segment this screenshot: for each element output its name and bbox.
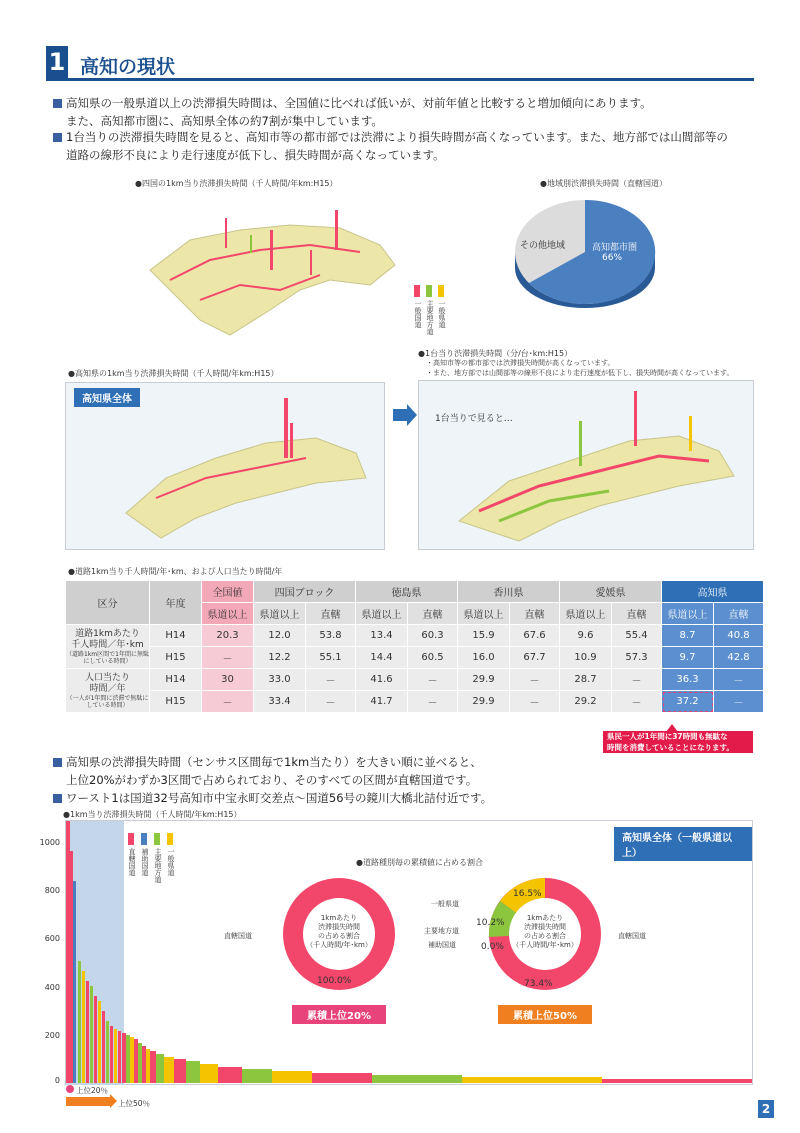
top50-label: 上位50％ [118, 1099, 151, 1108]
table-subhead: 直轄 [510, 603, 560, 625]
table-cell: － [714, 669, 764, 691]
legend-label: 主要地方道 [154, 848, 162, 883]
intro-line-1: 高知県の一般県道以上の渋滞損失時間は、全国値に比べれば低いが、対前年値と比較すると増加傾向にあります。 [66, 96, 652, 110]
donut1-value: 100.0% [317, 976, 352, 986]
table-cell: 29.2 [560, 691, 612, 713]
intro-line-3: 1台当りの渋滞損失時間を見ると、高知市等の都市部では渋滞により損失時間が高くなっています。また、地方部では山間部等の [66, 130, 728, 144]
table-subhead: 県道以上 [458, 603, 510, 625]
table-cell: 13.4 [356, 625, 408, 647]
table-cell: 14.4 [356, 647, 408, 669]
bullet-square [53, 794, 62, 803]
table-head-kubun: 区分 [66, 581, 150, 625]
page-title: 高知の現状 [80, 56, 176, 78]
table-cell: 40.8 [714, 625, 764, 647]
table-subhead: 県道以上 [560, 603, 612, 625]
region-pie-chart [505, 190, 665, 320]
top20-marker [66, 1085, 74, 1093]
kochi-map-tag: 高知県全体 [74, 388, 140, 407]
legend-label: 直轄国道 [128, 848, 136, 876]
table-row-label-1: 道路1kmあたり 千人時間／年･km （道路1km区間で1年間に無駄にしている時間） [66, 625, 150, 669]
legend-label: 一般県道 [167, 848, 175, 876]
table-cell: 9.7 [662, 647, 714, 669]
shikoku-map-caption: ●四国の1km当り渋滞損失時間（千人時間/年km:H15） [135, 179, 338, 188]
table-group-ehime: 愛媛県 [560, 581, 662, 603]
legend-swatch-main-local [426, 285, 432, 297]
title-underline [46, 78, 754, 81]
arrow-text: 1台当りで見ると… [435, 414, 513, 424]
bottom-chart-frame [65, 820, 753, 1085]
table-year: H15 [150, 647, 202, 669]
table-year: H15 [150, 691, 202, 713]
table-cell: － [714, 691, 764, 713]
top50-arrow [110, 1094, 117, 1108]
callout-box: 県民一人が1年間に37時間も無駄な 時間を消費していることになります。 [603, 731, 753, 753]
bullet-square [53, 133, 62, 142]
arrow-right-icon [393, 404, 417, 426]
table-subhead: 県道以上 [254, 603, 306, 625]
table-cell: 33.0 [254, 669, 306, 691]
table-subhead: 直轄 [612, 603, 662, 625]
region-pie-caption: ●地域別渋滞損失時間（直轄国道） [540, 179, 667, 188]
y-tick: 400 [44, 983, 60, 992]
table-head-nendo: 年度 [150, 581, 202, 625]
donut2-value-chokkatsu: 73.4% [524, 979, 553, 989]
table-cell: 10.9 [560, 647, 612, 669]
legend-swatch [141, 833, 147, 845]
table-year: H14 [150, 625, 202, 647]
legend-label-national: 一般国道 [414, 300, 422, 328]
table-cell: 55.1 [306, 647, 356, 669]
donut2-label-hojo: 補助国道 [428, 941, 456, 949]
table-cell: － [306, 691, 356, 713]
table-group-kochi: 高知県 [662, 581, 764, 603]
table-cell: － [306, 669, 356, 691]
donut2-center-text: 1kmあたり 渋滞損失時間 の占める割合 （千人時間/年･km） [512, 914, 578, 949]
table-cell: 16.0 [458, 647, 510, 669]
table-cell: － [612, 669, 662, 691]
table-group-tokushima: 徳島県 [356, 581, 458, 603]
bottom-legend [128, 833, 188, 903]
table-cell: － [202, 691, 254, 713]
kochi-map-panel [65, 382, 385, 550]
table-year: H14 [150, 669, 202, 691]
table-cell: 33.4 [254, 691, 306, 713]
table-cell: 60.3 [408, 625, 458, 647]
legend-swatch-prefectural [438, 285, 444, 297]
legend-swatch [128, 833, 134, 845]
table-cell-highlight: 37.2 [662, 691, 714, 713]
table-subhead: 直轄 [408, 603, 458, 625]
mid-line-2: 上位20%がわずか3区間で占められており、そのすべての区間が直轄国道です。 [66, 773, 478, 787]
table-cell: － [202, 647, 254, 669]
table-cell: 15.9 [458, 625, 510, 647]
top50-bar [66, 1097, 112, 1106]
donut1-pill: 累積上位20% [292, 1005, 386, 1024]
table-cell: 30 [202, 669, 254, 691]
table-cell: 67.7 [510, 647, 560, 669]
donut2-value-shuyo: 10.2% [476, 918, 505, 928]
legend-swatch [154, 833, 160, 845]
table-cell: 8.7 [662, 625, 714, 647]
per-car-note-1: ・高知市等の都市部では渋滞損失時間が高くなっています。 [426, 359, 615, 367]
table-cell: 42.8 [714, 647, 764, 669]
y-tick: 800 [44, 886, 60, 895]
page-number: 2 [758, 1100, 774, 1118]
intro-line-2: また、高知都市圏に、高知県全体の約7割が集中しています。 [66, 114, 383, 128]
legend-label-main-local: 主要地方道 [426, 300, 434, 335]
y-tick: 1000 [39, 838, 60, 847]
table-cell: 28.7 [560, 669, 612, 691]
intro-line-4: 道路の線形不良により走行速度が低下し、損失時間が高くなっています。 [66, 148, 445, 162]
table-subhead: 直轄 [306, 603, 356, 625]
pie-value-kochi: 66% [602, 253, 623, 263]
section-number: 1 [48, 48, 66, 76]
donut-caption: ●道路種別毎の累積値に占める割合 [356, 858, 483, 867]
top20-label: 上位20％ [76, 1086, 109, 1095]
donut2-label-chokkatsu: 直轄国道 [618, 932, 646, 940]
road-type-legend [412, 285, 452, 345]
bullet-square [53, 99, 62, 108]
table-cell: 41.6 [356, 669, 408, 691]
legend-label-prefectural: 一般県道 [438, 300, 446, 328]
donut2-pill: 累積上位50% [498, 1005, 592, 1024]
pie-label-other: その他地域 [520, 241, 566, 251]
table-cell: 12.2 [254, 647, 306, 669]
table-subhead: 県道以上 [356, 603, 408, 625]
table-cell: 55.4 [612, 625, 662, 647]
table-cell: － [408, 691, 458, 713]
bottom-chart-tag: 高知県全体（一般県道以上） [614, 827, 752, 861]
table-cell: － [408, 669, 458, 691]
table-cell: 53.8 [306, 625, 356, 647]
table-cell: － [510, 691, 560, 713]
table-cell: 20.3 [202, 625, 254, 647]
table-cell: 67.6 [510, 625, 560, 647]
data-table [65, 580, 764, 713]
table-cell: 41.7 [356, 691, 408, 713]
table-cell: 57.3 [612, 647, 662, 669]
per-car-note-2: ・また、地方部では山間部等の線形不良により走行速度が低下し、損失時間が高くなっています。 [426, 369, 734, 377]
y-tick: 0 [54, 1076, 60, 1085]
legend-swatch [167, 833, 173, 845]
y-tick: 200 [44, 1031, 60, 1040]
table-caption: ●道路1km当り千人時間/年･km、および人口当たり時間/年 [68, 567, 283, 576]
table-cell: － [612, 691, 662, 713]
y-tick: 600 [44, 934, 60, 943]
kochi-map-caption: ●高知県の1km当り渋滞損失時間（千人時間/年km:H15） [68, 369, 279, 378]
table-group-kagawa: 香川県 [458, 581, 560, 603]
table-subhead: 県道以上 [202, 603, 254, 625]
per-car-map-caption: ●1台当り渋滞損失時間（分/台･km:H15） [418, 349, 573, 358]
mid-line-1: 高知県の渋滞損失時間（センサス区間毎で1km当たり）を大きい順に並べると、 [66, 755, 482, 769]
table-cell: 12.0 [254, 625, 306, 647]
table-subhead: 県道以上 [662, 603, 714, 625]
table-cell: 29.9 [458, 669, 510, 691]
table-row-label-2: 人口当たり 時間／年 （一人が1年間に渋滞で無駄にしている時間） [66, 669, 150, 713]
legend-label: 補助国道 [141, 848, 149, 876]
table-group-shikoku: 四国ブロック [254, 581, 356, 603]
donut2-value-hojo: 0.0% [481, 942, 504, 952]
donut2-label-ippan: 一般県道 [431, 900, 459, 908]
donut1-center-text: 1kmあたり 渋滞損失時間 の占める割合 （千人時間/年･km） [306, 914, 372, 949]
bullet-square [53, 758, 62, 767]
table-subhead: 直轄 [714, 603, 764, 625]
bottom-chart-caption: ●1km当り渋滞損失時間（千人時間/年km:H15） [63, 810, 242, 819]
table-group-national: 全国値 [202, 581, 254, 603]
table-cell: 29.9 [458, 691, 510, 713]
pie-label-kochi: 高知都市圏 [592, 243, 638, 253]
per-car-map-panel [418, 380, 754, 550]
donut2-label-shuyo: 主要地方道 [424, 927, 459, 935]
legend-swatch-national [414, 285, 420, 297]
table-cell: － [510, 669, 560, 691]
table-cell: 36.3 [662, 669, 714, 691]
table-cell: 9.6 [560, 625, 612, 647]
donut1-label-chokkatsu: 直轄国道 [224, 932, 252, 940]
shikoku-map [130, 190, 410, 350]
donut2-value-ippan: 16.5% [513, 889, 542, 899]
table-cell: 60.5 [408, 647, 458, 669]
mid-line-3: ワースト1は国道32号高知市中宝永町交差点～国道56号の鏡川大橋北詰付近です。 [66, 791, 493, 805]
